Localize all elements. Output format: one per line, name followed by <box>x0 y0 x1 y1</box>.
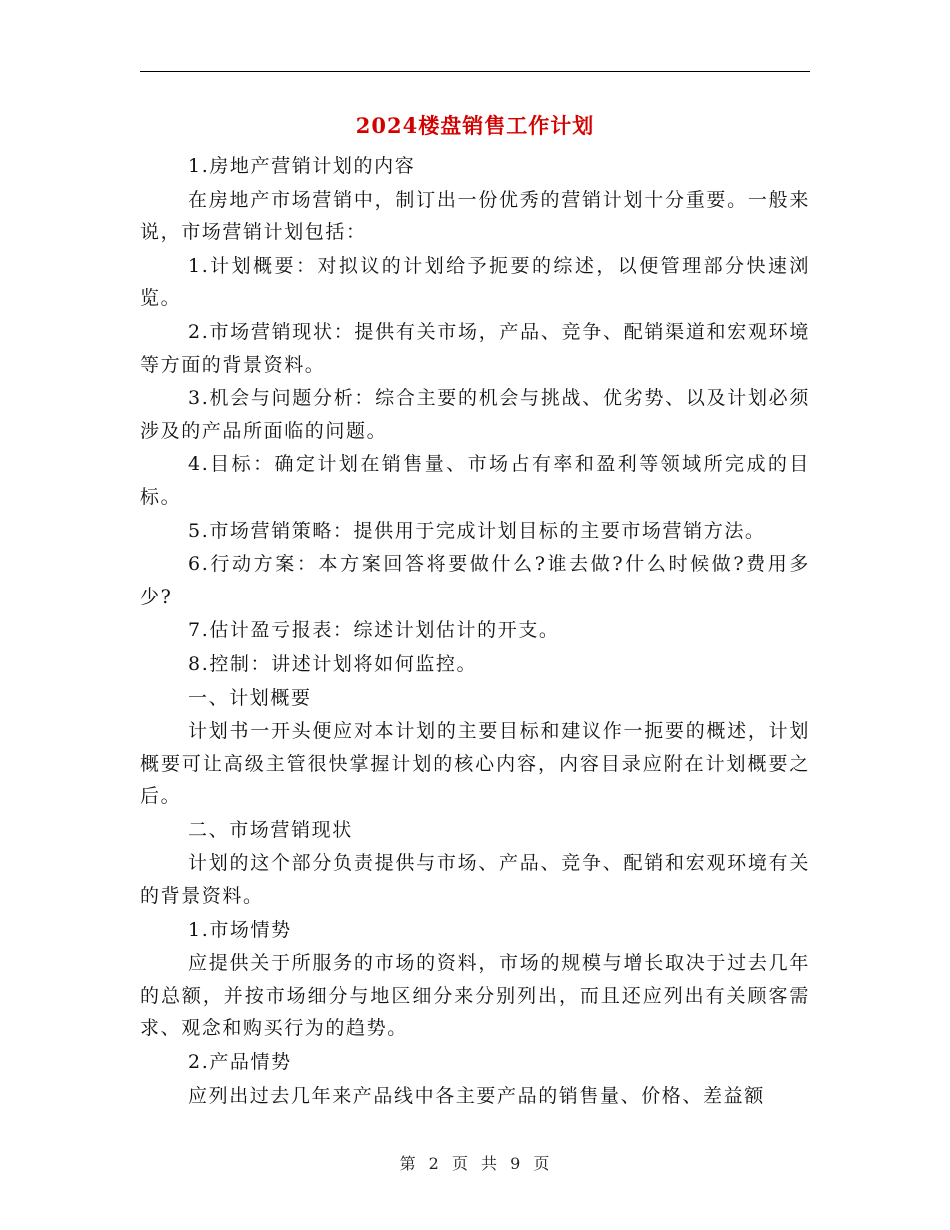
paragraph: 在房地产市场营销中，制订出一份优秀的营销计划十分重要。一般来说，市场营销计划包括： <box>140 188 810 244</box>
paragraph: 4.目标：确定计划在销售量、市场占有率和盈利等领域所完成的目标。 <box>140 453 810 508</box>
paragraph: 3.机会与问题分析：综合主要的机会与挑战、优劣势、以及计划必须涉及的产品所面临的问题。 <box>140 387 810 442</box>
section-heading: 二、市场营销现状 <box>188 818 353 841</box>
paragraph: 1.房地产营销计划的内容 <box>188 155 416 177</box>
document-title: 2024楼盘销售工作计划 <box>355 113 595 138</box>
paragraph: 计划的这个部分负责提供与市场、产品、竞争、配销和宏观环境有关的背景资料。 <box>140 852 810 908</box>
paragraph: 应列出过去几年来产品线中各主要产品的销售量、价格、差益额 <box>188 1084 765 1107</box>
document-body <box>140 150 810 1113</box>
paragraph: 6.行动方案：本方案回答将要做什么?谁去做?什么时候做?费用多少? <box>140 553 810 608</box>
paragraph: 应提供关于所服务的市场的资料，市场的规模与增长取决于过去几年的总额，并按市场细分与地区细分来分别列出，而且还应列出有关顾客需求、观念和购买行为的趋势。 <box>140 952 810 1040</box>
paragraph: 7.估计盈亏报表：综述计划估计的开支。 <box>188 619 560 642</box>
paragraph: 5.市场营销策略：提供用于完成计划目标的主要市场营销方法。 <box>188 519 766 542</box>
paragraph: 2.市场营销现状：提供有关市场，产品、竞争、配销渠道和宏观环境等方面的背景资料。 <box>140 320 810 376</box>
paragraph: 计划书一开头便应对本计划的主要目标和建议作一扼要的概述，计划概要可让高级主管很快掌握计划的核心内容，内容目录应附在计划概要之后。 <box>140 720 810 808</box>
subsection-heading: 1.市场情势 <box>188 918 292 941</box>
section-heading: 一、计划概要 <box>188 686 312 709</box>
paragraph: 8.控制：讲述计划将如何监控。 <box>188 652 478 675</box>
header-rule <box>140 71 810 72</box>
subsection-heading: 2.产品情势 <box>188 1051 292 1074</box>
paragraph: 1.计划概要：对拟议的计划给予扼要的综述，以便管理部分快速浏览。 <box>140 254 810 310</box>
page-number-footer: 第 2 页 共 9 页 <box>399 1154 551 1173</box>
